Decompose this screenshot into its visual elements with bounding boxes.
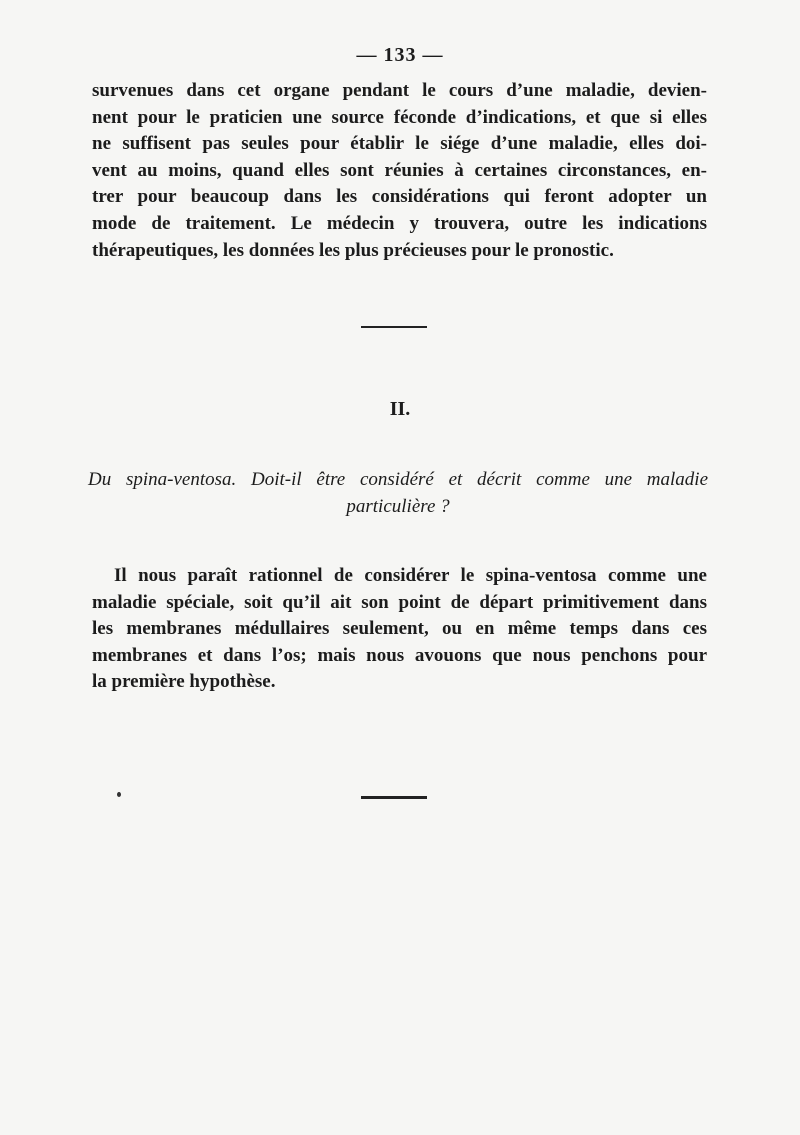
text-line: membranes et dans l’os; mais nous avouons que nous penchons pour <box>92 644 707 666</box>
ink-speck <box>117 792 121 797</box>
section-divider <box>361 326 427 328</box>
text-line: mode de traitement. Le médecin y trouvera, outre les indications <box>92 212 707 234</box>
heading-line: Du spina-ventosa. Doit-il être considéré et décrit comme une maladie <box>88 469 708 490</box>
text-line: ne suffisent pas seules pour établir le siége d’une maladie, elles doi- <box>92 133 707 155</box>
text-line: les membranes médullaires seulement, ou en même temps dans ces <box>92 618 707 640</box>
heading-line: particulière ? <box>346 496 450 517</box>
text-line: thérapeutiques, les données les plus précieuses pour le pronostic. <box>92 239 614 261</box>
text-line: nent pour le praticien une source féconde d’indications, et que si elles <box>92 106 707 128</box>
text-line: maladie spéciale, soit qu’il ait son point de départ primitivement dans <box>92 591 707 613</box>
text-line: vent au moins, quand elles sont réunies à certaines circonstances, en- <box>92 159 707 181</box>
section-heading <box>88 466 708 520</box>
section-number: II. <box>389 398 411 420</box>
paragraph-continuation <box>92 78 707 264</box>
paragraph-body <box>92 563 707 696</box>
text-line: la première hypothèse. <box>92 671 276 693</box>
page-number: — 133 — <box>356 44 444 66</box>
end-divider <box>361 796 427 799</box>
text-line: trer pour beaucoup dans les considérations qui feront adopter un <box>92 186 707 208</box>
text-line: Il nous paraît rationnel de considérer le spina-ventosa comme une <box>114 565 707 586</box>
text-line: survenues dans cet organe pendant le cours d’une maladie, devien- <box>92 80 707 101</box>
